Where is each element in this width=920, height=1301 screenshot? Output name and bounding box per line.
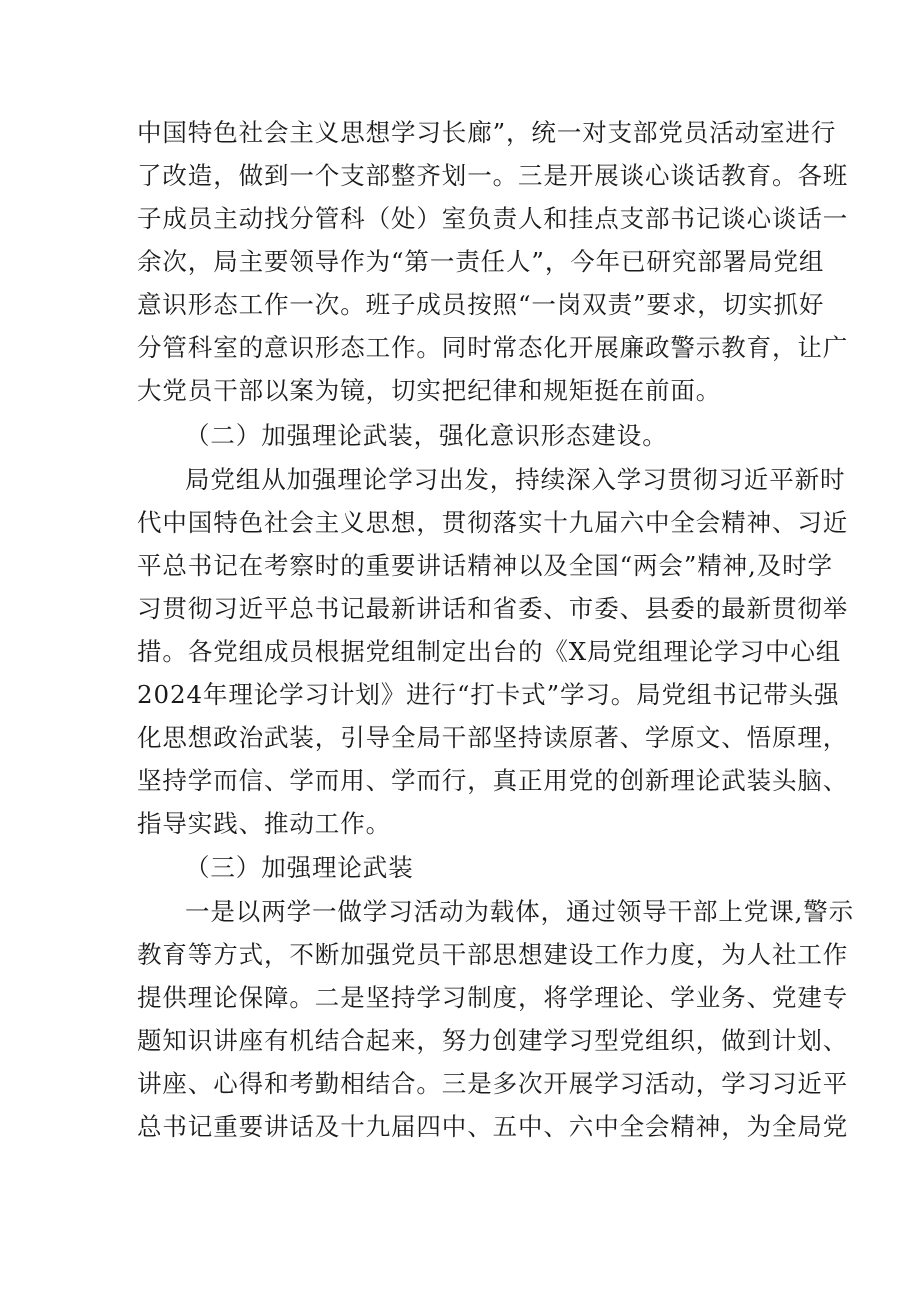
section-heading: （二）加强理论武装，强化意识形态建设。 — [185, 421, 668, 450]
paragraph-line: 代中国特色社会主义思想，贯彻落实十九届六中全会精神、习近 — [137, 508, 849, 537]
paragraph-line: 教育等方式，不断加强党员干部思想建设工作力度，为人社工作 — [137, 940, 849, 969]
paragraph-line: 措。各党组成员根据党组制定出台的《X局党组理论学习中心组 — [137, 637, 842, 666]
paragraph-line: 意识形态工作一次。班子成员按照“一岗双责”要求，切实抓好 — [137, 290, 825, 319]
paragraph-line: 题知识讲座有机结合起来，努力创建学习型党组织，做到计划、 — [137, 1026, 849, 1055]
paragraph-line: 大党员干部以案为镜，切实把纪律和规矩挺在前面。 — [137, 376, 722, 405]
section-heading: （三）加强理论武装 — [185, 853, 414, 882]
paragraph-line: 平总书记在考察时的重要讲话精神以及全国“两会”精神,及时学 — [137, 551, 833, 580]
paragraph-line: 了改造，做到一个支部整齐划一。三是开展谈心谈话教育。各班 — [137, 161, 849, 190]
paragraph-line: 中国特色社会主义思想学习长廊”，统一对支部党员活动室进行 — [137, 118, 837, 147]
paragraph-line: 分管科室的意识形态工作。同时常态化开展廉政警示教育，让广 — [137, 333, 849, 362]
paragraph-line: 讲座、心得和考勤相结合。三是多次开展学习活动，学习习近平 — [137, 1069, 849, 1098]
paragraph-line: 局党组从加强理论学习出发，持续深入学习贯彻习近平新时 — [185, 465, 846, 494]
paragraph-line: 2024年理论学习计划》进行“打卡式”学习。局党组书记带头强 — [137, 680, 840, 709]
paragraph-line: 坚持学而信、学而用、学而行，真正用党的创新理论武装头脑、 — [137, 766, 849, 795]
paragraph-line: 提供理论保障。二是坚持学习制度，将学理论、学业务、党建专 — [137, 983, 849, 1012]
paragraph-line: 一是以两学一做学习活动为载体，通过领导干部上党课,警示 — [185, 897, 855, 926]
paragraph-line: 余次，局主要领导作为“第一责任人”，今年已研究部署局党组 — [137, 247, 825, 276]
paragraph-line: 指导实践、推动工作。 — [137, 809, 391, 838]
paragraph-line: 子成员主动找分管科（处）室负责人和挂点支部书记谈心谈话一 — [137, 204, 849, 233]
paragraph-line: 化思想政治武装，引导全局干部坚持读原著、学原文、悟原理， — [137, 723, 849, 752]
paragraph-line: 总书记重要讲话及十九届四中、五中、六中全会精神，为全局党 — [137, 1112, 849, 1141]
paragraph-line: 习贯彻习近平总书记最新讲话和省委、市委、县委的最新贯彻举 — [137, 594, 849, 623]
